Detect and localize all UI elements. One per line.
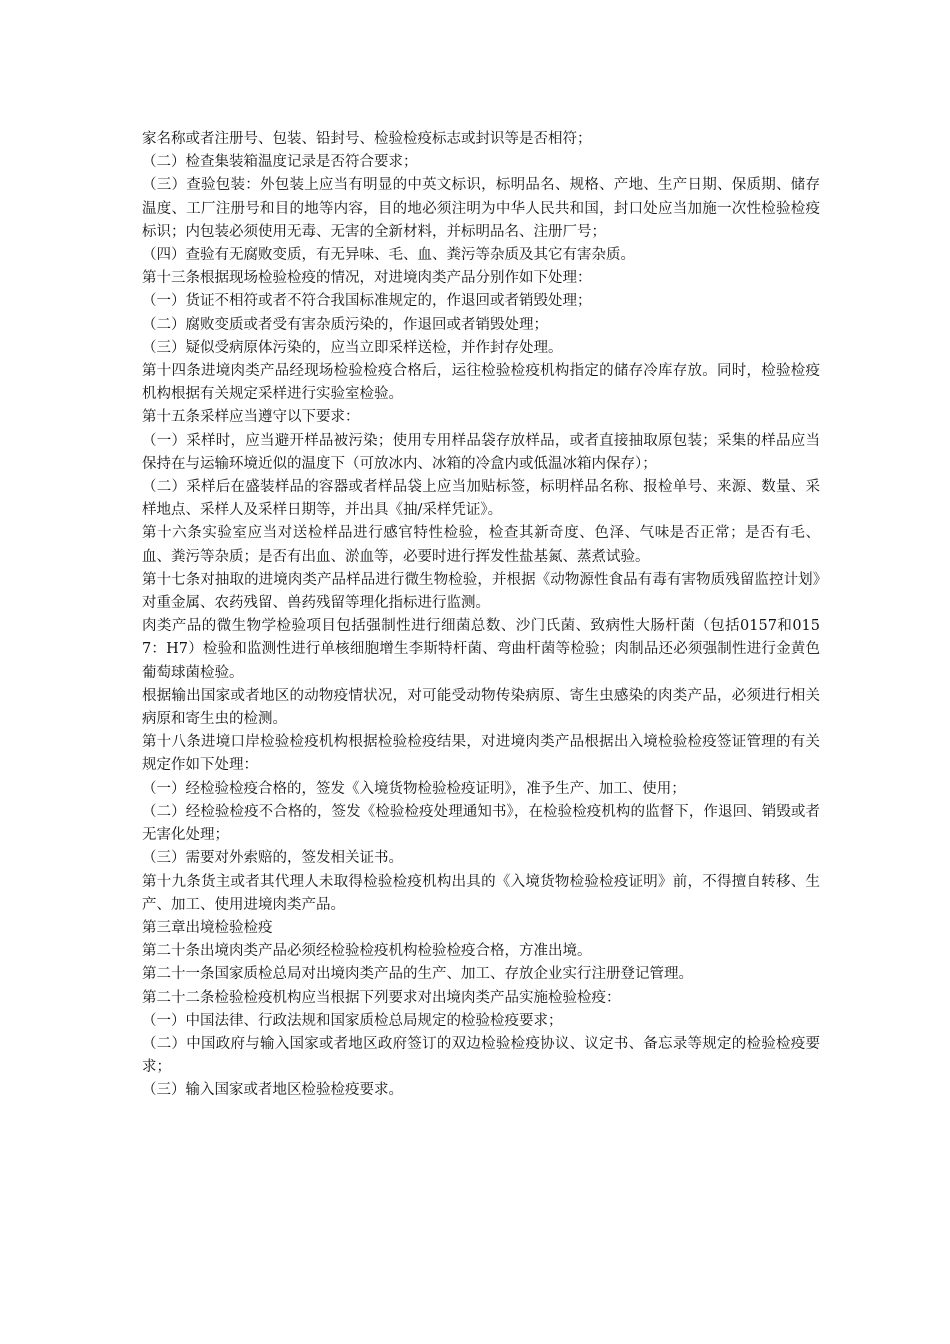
paragraph: （二）经检验检疫不合格的，签发《检验检疫处理通知书》，在检验检疫机构的监督下，作退回、销毁或者无害化处理； — [142, 803, 820, 844]
article-heading: 第二十条出境肉类产品必须经检验检疫机构检验检疫合格，方准出境。 — [142, 943, 592, 960]
paragraph: 肉类产品的微生物学检验项目包括强制性进行细菌总数、沙门氏菌、致病性大肠杆菌（包括0157和0157：H7）检验和监测性进行单核细胞增生李斯特杆菌、弯曲杆菌等检验；肉制品还必须强制性进行金黄色葡萄球菌检验。 — [142, 618, 820, 681]
paragraph: （一）经检验检疫合格的，签发《入境货物检验检疫证明》，准予生产、加工、使用； — [142, 780, 686, 797]
chapter-heading: 第三章出境检验检疫 — [142, 919, 273, 936]
paragraph: （三）查验包装：外包装上应当有明显的中英文标识，标明品名、规格、产地、生产日期、保质期、储存温度、工厂注册号和目的地等内容，目的地必须注明为中华人民共和国，封口处应当加施一次性检验检疫标识；内包装必须使用无毒、无害的全新材料，并标明品名、注册厂号； — [142, 177, 820, 240]
document-body — [142, 128, 820, 1103]
article-heading: 第十三条根据现场检验检疫的情况，对进境肉类产品分别作如下处理： — [142, 270, 592, 287]
paragraph: （二）检查集装箱温度记录是否符合要求； — [142, 154, 418, 171]
article-heading: 第二十二条检验检疫机构应当根据下列要求对出境肉类产品实施检验检疫： — [142, 989, 621, 1006]
article-heading: 第二十一条国家质检总局对出境肉类产品的生产、加工、存放企业实行注册登记管理。 — [142, 966, 693, 983]
paragraph: （三）疑似受病原体污染的，应当立即采样送检，并作封存处理。 — [142, 339, 563, 356]
paragraph: （一）中国法律、行政法规和国家质检总局规定的检验检疫要求； — [142, 1012, 563, 1029]
paragraph: （二）中国政府与输入国家或者地区政府签订的双边检验检疫协议、议定书、备忘录等规定的检验检疫要求； — [142, 1035, 820, 1076]
paragraph: （三）输入国家或者地区检验检疫要求。 — [142, 1082, 403, 1099]
article-heading: 第十八条进境口岸检验检疫机构根据检验检疫结果，对进境肉类产品根据出入境检验检疫签证管理的有关规定作如下处理： — [142, 734, 820, 774]
paragraph: （三）需要对外索赔的，签发相关证书。 — [142, 850, 403, 867]
paragraph: 家名称或者注册号、包装、铅封号、检验检疫标志或封识等是否相符； — [142, 131, 592, 147]
paragraph: 根据输出国家或者地区的动物疫情状况，对可能受动物传染病原、寄生虫感染的肉类产品，必须进行相关病原和寄生虫的检测。 — [142, 687, 820, 728]
paragraph: （四）查验有无腐败变质，有无异味、毛、血、粪污等杂质及其它有害杂质。 — [142, 247, 635, 264]
article-heading: 第十七条对抽取的进境肉类产品样品进行微生物检验，并根据《动物源性食品有毒有害物质残留监控计划》对重金属、农药残留、兽药残留等理化指标进行监测。 — [142, 571, 820, 612]
article-heading: 第十六条实验室应当对送检样品进行感官特性检验，检查其新奇度、色泽、气味是否正常；是否有毛、血、粪污等杂质；是否有出血、淤血等，必要时进行挥发性盐基氮、蒸煮试验。 — [142, 525, 820, 565]
paragraph: （一）货证不相符或者不符合我国标准规定的，作退回或者销毁处理； — [142, 293, 592, 310]
paragraph: （二）腐败变质或者受有害杂质污染的，作退回或者销毁处理； — [142, 316, 548, 333]
article-heading: 第十五条采样应当遵守以下要求： — [142, 409, 360, 426]
paragraph: （二）采样后在盛装样品的容器或者样品袋上应当加贴标签，标明样品名称、报检单号、来源、数量、采样地点、采样人及采样日期等，并出具《抽/采样凭证》。 — [142, 479, 820, 519]
article-heading: 第十九条货主或者其代理人未取得检验检疫机构出具的《入境货物检验检疫证明》前，不得擅自转移、生产、加工、使用进境肉类产品。 — [142, 873, 820, 913]
paragraph: （一）采样时，应当避开样品被污染；使用专用样品袋存放样品，或者直接抽取原包装；采集的样品应当保持在与运输环境近似的温度下（可放冰内、冰箱的冷盒内或低温冰箱内保存）； — [142, 432, 820, 472]
article-heading: 第十四条进境肉类产品经现场检验检疫合格后，运往检验检疫机构指定的储存冷库存放。同时，检验检疫机构根据有关规定采样进行实验室检验。 — [142, 363, 820, 403]
